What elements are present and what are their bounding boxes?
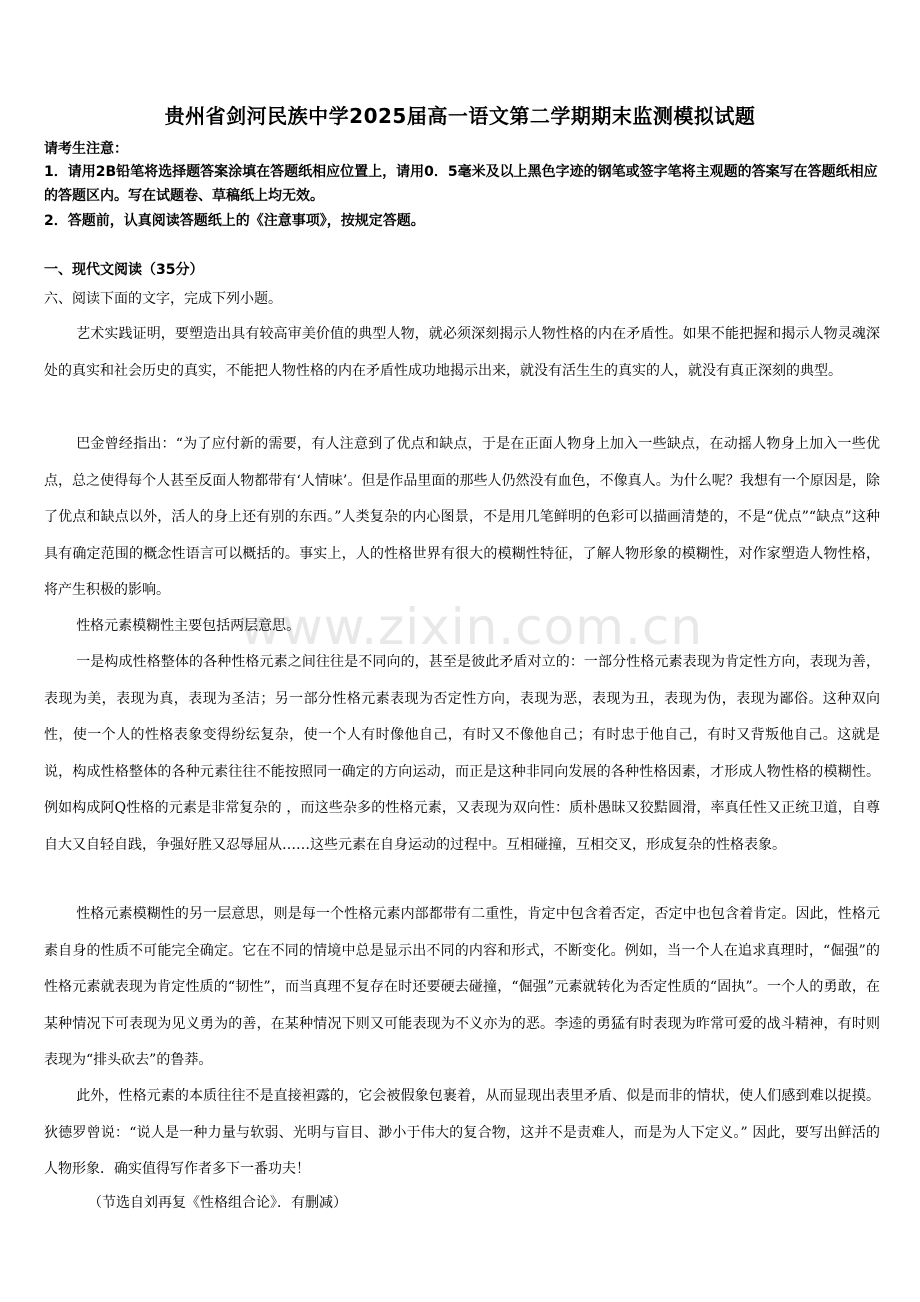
notice-item-2: 2．答题前，认真阅读答题纸上的《注意事项》，按规定答题。 (44, 213, 425, 229)
passage-paragraph-1: 艺术实践证明，要塑造出具有较高审美价值的典型人物，就必须深刻揭示人物性格的内在矛盾性。如果不能把握和揭示人物灵魂深处的真实和社会历史的真实，不能把人物性格的内在矛盾性成功地揭示出来，就没有活生生的真实的人，就没有真正深刻的典型。 (44, 326, 880, 379)
question-instruction: 六、阅读下面的文字，完成下列小题。 (44, 291, 282, 307)
notice-heading: 请考生注意： (44, 141, 128, 157)
passage-paragraph-6: 此外，性格元素的本质往往不是直接袒露的，它会被假象包裹着，从而显现出表里矛盾、似是而非的情状，使人们感到难以捉摸。狄德罗曾说：“说人是一种力量与软弱、光明与盲目、渺小于伟大的复合物，这并不是责难人，而是为人下定义。” 因此，要写出鲜活的人物形象．确实值得写作者多下一番功夫！ (44, 1088, 880, 1178)
passage-paragraph-2: 巴金曾经指出：“为了应付新的需要，有人注意到了优点和缺点，于是在正面人物身上加入一些缺点，在动摇人物身上加入一些优点，总之使得每个人甚至反面人物都带有‘人情味’。但是作品里面的那些人仍然没有血色，不像真人。为什么呢？我想有一个原因是，除了优点和缺点以外，活人的身上还有别的东西。”人类复杂的内心图景，不是用几笔鲜明的色彩可以描画清楚的，不是“优点”“缺点”这种具有确定范围的概念性语言可以概括的。事实上，人的性格世界有很大的模糊性特征，了解人物形象的模糊性，对作家塑造人物性格，将产生积极的影响。 (44, 436, 880, 599)
notice-item-1: 1．请用2B铅笔将选择题答案涂填在答题纸相应位置上，请用0．5毫米及以上黑色字迹的钢笔或签字笔将主观题的答案写在答题纸相应的答题区内。写在试题卷、草稿纸上均无效。 (44, 164, 878, 204)
watermark: www.zixin.com.cn (240, 598, 704, 656)
passage-paragraph-5: 性格元素模糊性的另一层意思，则是每一个性格元素内部都带有二重性，肯定中包含着否定，否定中也包含着肯定。因此，性格元素自身的性质不可能完全确定。它在不同的情境中总是显示出不同的内容和形式，不断变化。例如，当一个人在追求真理时，“倔强”的性格元素就表现为肯定性质的“韧性”，而当真理不复存在时还要硬去碰撞，“倔强”元素就转化为否定性质的“固执”。一个人的勇敢，在某种情况下可表现为见义勇为的善，在某种情况下则又可能表现为不义亦为的恶。李逵的勇猛有时表现为昨常可爱的战斗精神，有时则表现为“排头砍去”的鲁莽。 (44, 906, 880, 1069)
passage-source: （节选自刘再复《性格组合论》．有删减） (88, 1195, 347, 1211)
section-heading: 一、现代文阅读（35分） (44, 262, 204, 278)
passage-paragraph-3: 性格元素模糊性主要包括两层意思。 (76, 618, 301, 634)
passage-paragraph-4: 一是构成性格整体的各种性格元素之间往往是不同向的，甚至是彼此矛盾对立的：一部分性格元素表现为肯定性方向，表现为善，表现为美，表现为真，表现为圣洁；另一部分性格元素表现为否定性方向，表现为恶，表现为丑，表现为伪，表现为鄙俗。这种双向性，使一个人的性格表象变得纷纭复杂，使一个人有时像他自己，有时又不像他自己；有时忠于他自己，有时又背叛他自己。这就是说，构成性格整体的各种元素往往不能按照同一确定的方向运动，而正是这种非同向发展的各种性格因素，才形成人物性格的模糊性。例如构成阿Q性格的元素是非常复杂的 ，而这些杂多的性格元素，又表现为双向性：质朴愚昧又狡黠圆滑，率真任性又正统卫道，自尊自大又自轻自践，争强好胜又忍辱屈从……这些元素在自身运动的过程中。互相碰撞，互相交叉，形成复杂的性格表象。 (44, 654, 880, 853)
page-title: 贵州省剑河民族中学2025届高一语文第二学期期末监测模拟试题 (164, 104, 756, 128)
